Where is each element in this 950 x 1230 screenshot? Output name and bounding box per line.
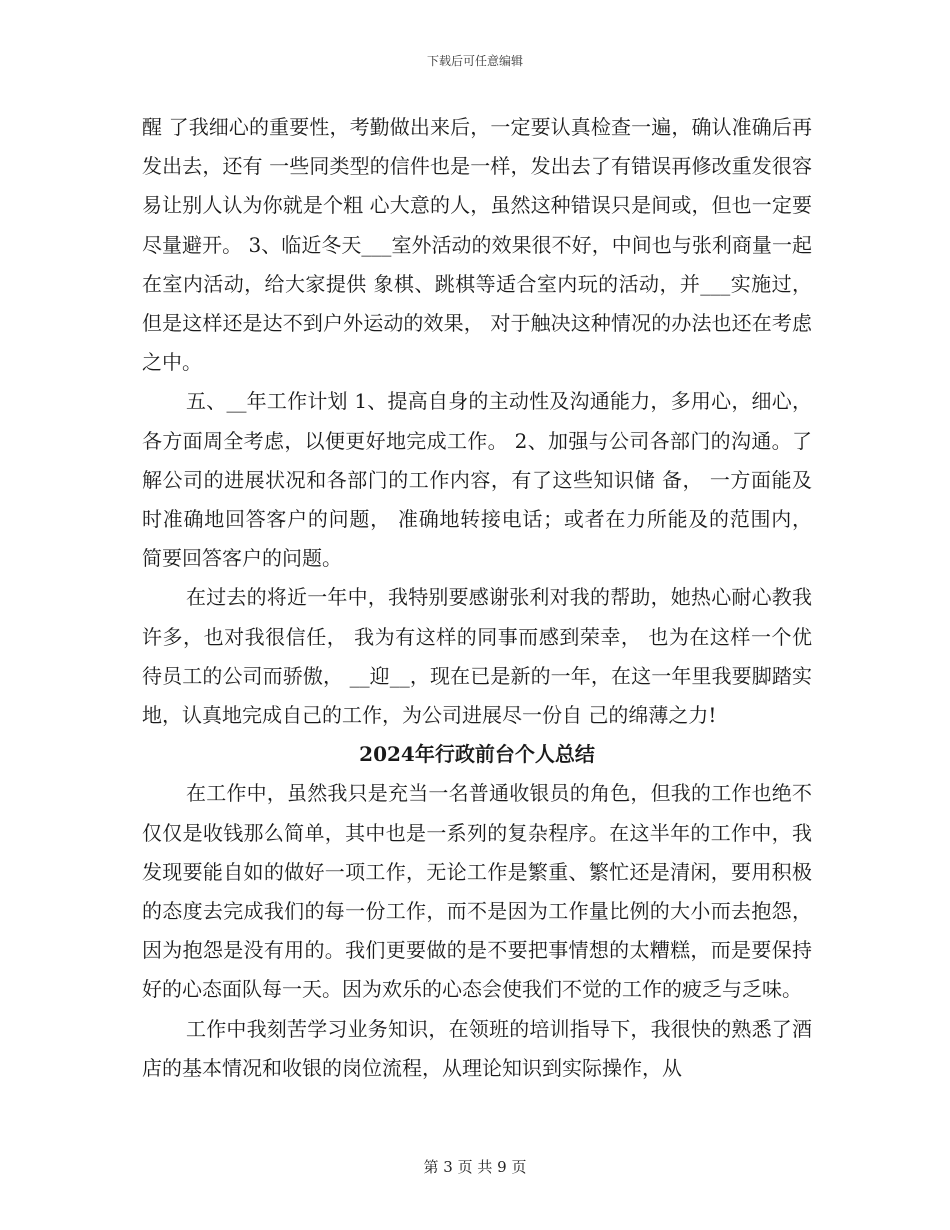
- paragraph-work-plan: 五、__年工作计划 1、提高自身的主动性及沟通能力，多用心，细心，各方面周全考虑，以便更好地完成工作。 2、加强与公司各部门的沟通。了解公司的进展状况和各部门的工作内容，有了这些知识储 备， 一方面能及时准确地回答客户的问题， 准确地转接电话；或者在力所能及的范围内， 简要回答客户的问题。: [142, 389, 812, 571]
- page-footer: 第 3 页 共 9 页: [423, 1158, 527, 1176]
- section-title: 2024年行政前台个人总结: [359, 742, 595, 767]
- document-body: [142, 108, 812, 1088]
- paragraph-summary-2: 工作中我刻苦学习业务知识，在领班的培训指导下，我很快的熟悉了酒店的基本情况和收银的岗位流程，从理论知识到实际操作，从: [142, 1016, 812, 1080]
- page-header: 下载后可任意编辑: [426, 54, 523, 68]
- paragraph-summary-1: 在工作中，虽然我只是充当一名普通收银员的角色，但我的工作也绝不仅仅是收钱那么简单，其中也是一系列的复杂程序。在这半年的工作中，我发现要能自如的做好一项工作，无论工作是繁重、繁忙还是清闲，要用积极的态度去完成我们的每一份工作，而不是因为工作量比例的大小而去抱怨，因为抱怨是没有用的。我们更要做的是不要把事情想的太糟糕，而是要保持好的心态面队每一天。因为欢乐的心态会使我们不觉的工作的疲乏与乏味。: [142, 781, 812, 1002]
- paragraph-thanks: 在过去的将近一年中，我特别要感谢张利对我的帮助，她热心耐心教我许多，也对我很信任， 我为有这样的同事而感到荣幸， 也为在这样一个优待员工的公司而骄傲， __迎__，现在已是新的一年，在这一年里我要脚踏实地，认真地完成自己的工作，为公司进展尽一份自 己的绵薄之力!: [142, 585, 812, 728]
- paragraph-continued: 醒 了我细心的重要性，考勤做出来后，一定要认真检查一遍，确认准确后再发出去，还有 一些同类型的信件也是一样，发出去了有错误再修改重发很容易让别人认为你就是个粗 心大意的人，虽然这种错误只是间或，但也一定要尽量避开。 3、临近冬天___室外活动的效果很不好，中间也与张利商量一起在室内活动，给大家提供 象棋、跳棋等适合室内玩的活动，并___实施过，但是这样还是达不到户外运动的效果， 对于触决这种情况的办法也还在考虑之中。: [142, 115, 812, 375]
